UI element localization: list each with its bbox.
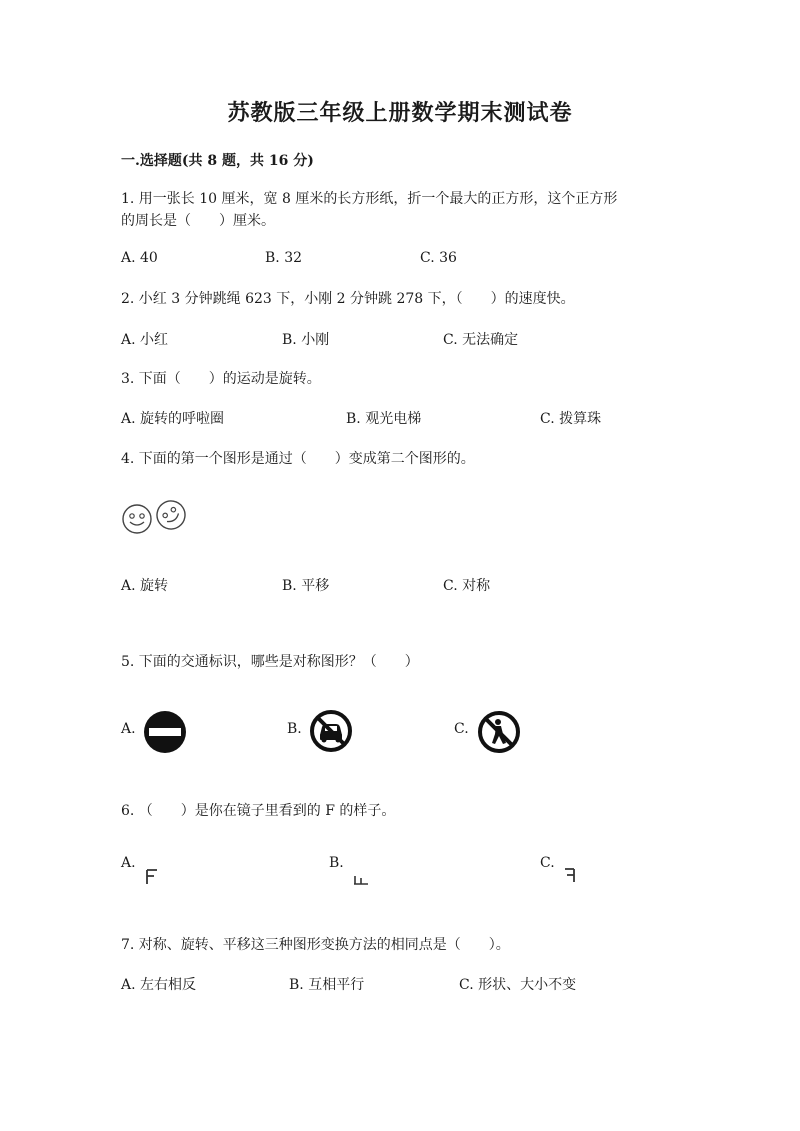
- question-5-option-a[interactable]: A.: [121, 721, 136, 737]
- question-1-option-a[interactable]: A. 40: [121, 250, 158, 266]
- question-1-option-c[interactable]: C. 36: [420, 250, 457, 266]
- question-5-option-c[interactable]: C.: [454, 721, 469, 737]
- question-4-text: 4. 下面的第一个图形是通过（ ）变成第二个图形的。: [121, 451, 475, 467]
- question-7-option-c[interactable]: C. 形状、大小不变: [459, 977, 577, 993]
- question-1-text-line1: 1. 用一张长 10 厘米，宽 8 厘米的长方形纸，折一个最大的正方形，这个正方形: [121, 191, 618, 207]
- section-header: 一.选择题(共 8 题，共 16 分): [121, 153, 314, 169]
- question-2-option-a[interactable]: A. 小红: [121, 332, 169, 348]
- question-2-option-b[interactable]: B. 小刚: [282, 332, 330, 348]
- question-7-option-b[interactable]: B. 互相平行: [289, 977, 365, 993]
- letter-f-rotated-icon: [352, 873, 370, 887]
- question-7-option-a[interactable]: A. 左右相反: [121, 977, 197, 993]
- question-5-text: 5. 下面的交通标识，哪些是对称图形？（ ）: [121, 654, 419, 670]
- page-title: 苏教版三年级上册数学期末测试卷: [227, 100, 573, 126]
- question-1-option-b[interactable]: B. 32: [265, 250, 303, 266]
- question-6-option-c[interactable]: C.: [540, 855, 555, 871]
- letter-f-flipped-icon: [563, 866, 577, 884]
- question-1-text-line2: 的周长是（ ）厘米。: [121, 213, 275, 229]
- question-2-option-c[interactable]: C. 无法确定: [443, 332, 519, 348]
- question-7-text: 7. 对称、旋转、平移这三种图形变换方法的相同点是（ ）。: [121, 937, 510, 953]
- question-6-option-b[interactable]: B.: [329, 855, 344, 871]
- letter-f-mirrored-icon: [145, 868, 159, 886]
- question-6-option-a[interactable]: A.: [121, 855, 136, 871]
- no-motor-vehicles-sign-icon: [309, 709, 353, 753]
- rotated-smiley-face-icon: [154, 498, 188, 532]
- no-entry-sign-icon: [143, 710, 187, 754]
- question-3-text: 3. 下面（ ）的运动是旋转。: [121, 371, 321, 387]
- question-3-option-c[interactable]: C. 拨算珠: [540, 411, 602, 427]
- question-3-option-a[interactable]: A. 旋转的呼啦圈: [121, 411, 225, 427]
- question-4-option-a[interactable]: A. 旋转: [121, 578, 169, 594]
- question-6-text: 6. （ ）是你在镜子里看到的 F 的样子。: [121, 803, 396, 819]
- smiley-face-icon: [120, 502, 154, 536]
- question-4-option-c[interactable]: C. 对称: [443, 578, 491, 594]
- no-pedestrians-sign-icon: [477, 710, 521, 754]
- question-5-option-b[interactable]: B.: [287, 721, 302, 737]
- question-2-text: 2. 小红 3 分钟跳绳 623 下，小刚 2 分钟跳 278 下，（ ）的速度快。: [121, 291, 575, 307]
- question-4-option-b[interactable]: B. 平移: [282, 578, 330, 594]
- question-3-option-b[interactable]: B. 观光电梯: [346, 411, 422, 427]
